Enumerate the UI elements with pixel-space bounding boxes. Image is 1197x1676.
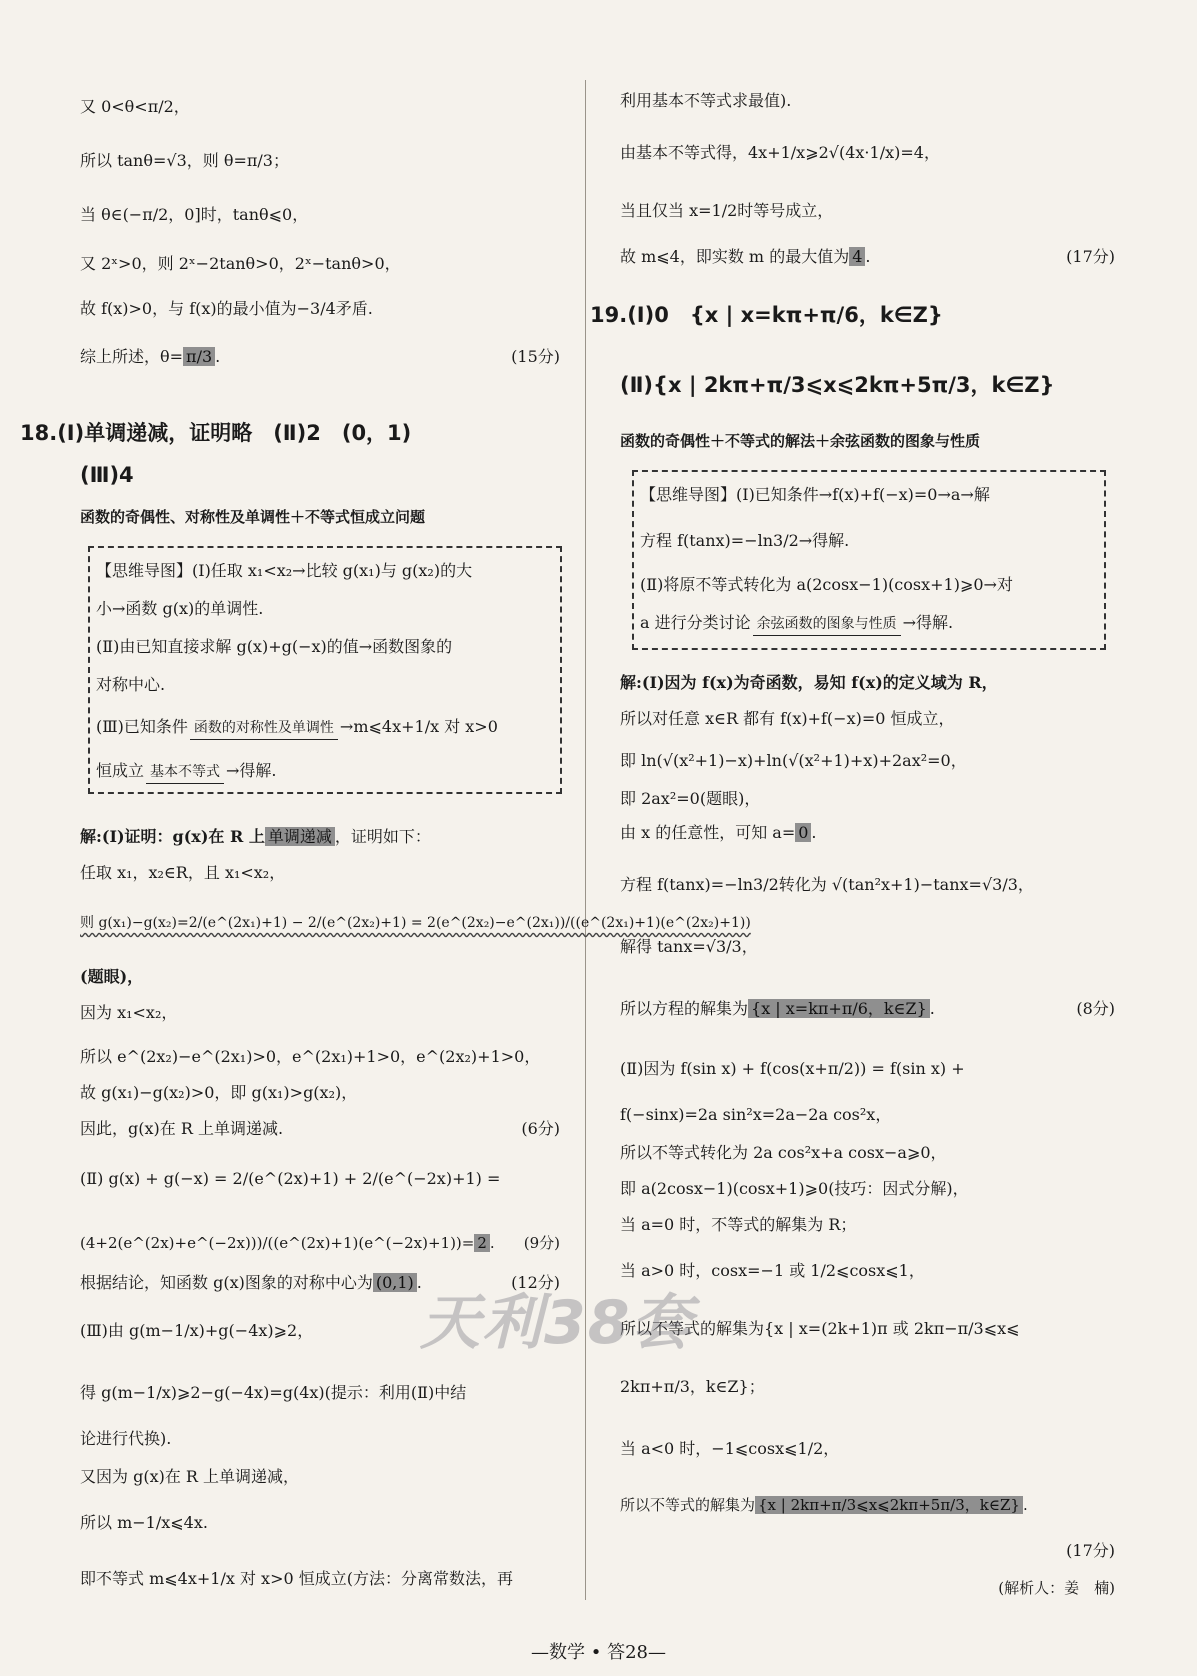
score: (12分) bbox=[511, 1273, 560, 1292]
solution-line: 因为 x₁<x₂， bbox=[80, 1003, 178, 1022]
solution-line: 所以 m−1/x⩽4x. bbox=[80, 1513, 208, 1532]
solution-line: 解:(Ⅰ)因为 f(x)为奇函数，易知 f(x)的定义域为 R， bbox=[620, 673, 998, 692]
score: (15分) bbox=[511, 347, 560, 366]
solution-line: 所以不等式的解集为{x | x=(2k+1)π 或 2kπ−π/3⩽x⩽ bbox=[620, 1319, 1020, 1338]
solution-line: 所以方程的解集为 {x | x=kπ+π/6，k∈Z} . (8分) bbox=[620, 999, 1115, 1018]
solution-line: 任取 x₁，x₂∈R，且 x₁<x₂， bbox=[80, 863, 286, 882]
solution-line: 所以对任意 x∈R 都有 f(x)+f(−x)=0 恒成立， bbox=[620, 709, 955, 728]
text-line: 故 f(x)>0，与 f(x)的最小值为−3/4矛盾. bbox=[80, 299, 373, 318]
page-footer: —数学 • 答28— bbox=[531, 1642, 666, 1663]
mind-map-line: 【思维导图】(Ⅰ)已知条件→f(x)+f(−x)=0→a→解 bbox=[640, 485, 990, 504]
solution-line: 论进行代换). bbox=[80, 1429, 172, 1448]
mind-map-line: a 进行分类讨论 余弦函数的图象与性质 →得解. bbox=[640, 612, 953, 636]
question-19-title: 19.(Ⅰ)0 {x | x=kπ+π/6，k∈Z} bbox=[590, 303, 943, 327]
column-divider bbox=[585, 80, 586, 1600]
question-18-topic: 函数的奇偶性、对称性及单调性＋不等式恒成立问题 bbox=[80, 508, 426, 526]
solution-line: 即 ln(√(x²+1)−x)+ln(√(x²+1)+x)+2ax²=0， bbox=[620, 751, 967, 770]
solution-line: 当 a>0 时，cosx=−1 或 1/2⩽cosx⩽1， bbox=[620, 1261, 925, 1280]
solution-line: (4+2(e^(2x)+e^(−2x)))/((e^(2x)+1)(e^(−2x)+1))= 2 . (9分) bbox=[80, 1234, 560, 1252]
solution-line: 得 g(m−1/x)⩾2−g(−4x)=g(4x)(提示：利用(Ⅱ)中结 bbox=[80, 1383, 467, 1402]
solution-line: 所以不等式转化为 2a cos²x+a cosx−a⩾0， bbox=[620, 1143, 947, 1162]
solution-line: 当 a<0 时，−1⩽cosx⩽1/2， bbox=[620, 1439, 840, 1458]
solution-line: (Ⅱ) g(x) + g(−x) = 2/(e^(2x)+1) + 2/(e^(−2x)+1) = bbox=[80, 1169, 501, 1188]
solution-line: 当 a=0 时，不等式的解集为 R； bbox=[620, 1215, 857, 1234]
arrow-label: 基本不等式 bbox=[146, 761, 224, 784]
answer-highlight: (0,1) bbox=[373, 1273, 417, 1292]
solution-line: 因此，g(x)在 R 上单调递减. (6分) bbox=[80, 1119, 560, 1138]
solution-line: 根据结论，知函数 g(x)图象的对称中心为 (0,1) . (12分) bbox=[80, 1273, 560, 1292]
score: (9分) bbox=[523, 1234, 560, 1252]
answer-highlight: 2 bbox=[474, 1234, 490, 1252]
question-18-title: 18.(Ⅰ)单调递减，证明略 (Ⅱ)2 (0，1) bbox=[20, 421, 412, 445]
text-line: 故 m⩽4，即实数 m 的最大值为 4 . (17分) bbox=[620, 247, 1115, 266]
mind-map-line: (Ⅱ)将原不等式转化为 a(2cosx−1)(cosx+1)⩾0→对 bbox=[640, 575, 1013, 594]
solution-line: 又因为 g(x)在 R 上单调递减， bbox=[80, 1467, 300, 1486]
solution-line: 即不等式 m⩽4x+1/x 对 x>0 恒成立(方法：分离常数法，再 bbox=[80, 1569, 513, 1588]
mind-map-line: 对称中心. bbox=[96, 675, 166, 694]
solution-line: 即 a(2cosx−1)(cosx+1)⩾0(技巧：因式分解)， bbox=[620, 1179, 969, 1198]
analyst-credit: (解析人：姜 楠) bbox=[998, 1579, 1115, 1597]
arrow-label: 函数的对称性及单调性 bbox=[190, 717, 338, 740]
text-line: 当且仅当 x=1/2时等号成立， bbox=[620, 201, 834, 220]
mind-map-box bbox=[88, 546, 562, 794]
mind-map-line: 恒成立 基本不等式 →得解. bbox=[96, 760, 277, 784]
question-19-topic: 函数的奇偶性＋不等式的解法＋余弦函数的图象与性质 bbox=[620, 432, 981, 450]
text-line: 又 2ˣ>0，则 2ˣ−2tanθ>0，2ˣ−tanθ>0， bbox=[80, 254, 401, 273]
solution-line: 2kπ+π/3，k∈Z}； bbox=[620, 1377, 765, 1396]
score: (17分) bbox=[1066, 247, 1115, 266]
mind-map-line: (Ⅲ)已知条件 函数的对称性及单调性 →m⩽4x+1/x 对 x>0 bbox=[96, 716, 498, 740]
solution-line: 由 x 的任意性，可知 a= 0 . bbox=[620, 823, 817, 842]
answer-highlight: 0 bbox=[795, 823, 811, 842]
mind-map-line: 【思维导图】(Ⅰ)任取 x₁<x₂→比较 g(x₁)与 g(x₂)的大 bbox=[96, 561, 473, 580]
text-line: 又 0<θ<π/2， bbox=[80, 97, 190, 116]
solution-line: 则 g(x₁)−g(x₂)=2/(e^(2x₁)+1) − 2/(e^(2x₂)+1) = 2(e^(2x₂)−e^(2x₁))/((e^(2x₁)+1)(e^(2x₂)+1)) bbox=[80, 915, 751, 931]
solution-line: f(−sinx)=2a sin²x=2a−2a cos²x， bbox=[620, 1105, 892, 1124]
mind-map-line: 小→函数 g(x)的单调性. bbox=[96, 599, 264, 618]
text-line: 所以 tanθ=√3，则 θ=π/3； bbox=[80, 151, 289, 170]
score: (17分) bbox=[1066, 1541, 1115, 1560]
score: (8分) bbox=[1076, 999, 1115, 1018]
arrow-label: 余弦函数的图象与性质 bbox=[753, 613, 901, 636]
solution-line: (Ⅱ)因为 f(sin x) + f(cos(x+π/2)) = f(sin x) + bbox=[620, 1059, 965, 1078]
solution-line: 解得 tanx=√3/3， bbox=[620, 937, 758, 956]
answer-highlight: 4 bbox=[849, 247, 865, 266]
question-19-title: (Ⅱ){x | 2kπ+π/3⩽x⩽2kπ+5π/3，k∈Z} bbox=[620, 373, 1055, 397]
solution-line: 方程 f(tanx)=−ln3/2转化为 √(tan²x+1)−tanx=√3/3， bbox=[620, 875, 1034, 894]
text-line: 当 θ∈(−π/2，0]时，tanθ⩽0， bbox=[80, 205, 309, 224]
answer-highlight: π/3 bbox=[183, 347, 215, 366]
mind-map-box bbox=[632, 470, 1106, 650]
solution-line: (Ⅲ)由 g(m−1/x)+g(−4x)⩾2， bbox=[80, 1321, 314, 1340]
question-18-title: (Ⅲ)4 bbox=[80, 463, 134, 487]
mind-map-line: 方程 f(tanx)=−ln3/2→得解. bbox=[640, 531, 850, 550]
answer-highlight: 单调递减 bbox=[265, 827, 335, 846]
text-line: 由基本不等式得，4x+1/x⩾2√(4x·1/x)=4， bbox=[620, 143, 940, 162]
answer-highlight: {x | 2kπ+π/3⩽x⩽2kπ+5π/3，k∈Z} bbox=[755, 1496, 1023, 1514]
text-line: 利用基本不等式求最值). bbox=[620, 91, 792, 110]
solution-line: (题眼)， bbox=[80, 967, 144, 986]
watermark-logo: 天利38套 bbox=[420, 1288, 694, 1358]
solution-line: 故 g(x₁)−g(x₂)>0，即 g(x₁)>g(x₂)， bbox=[80, 1083, 358, 1102]
solution-line: 解:(Ⅰ)证明：g(x)在 R 上 单调递减 ，证明如下： bbox=[80, 827, 431, 846]
mind-map-line: (Ⅱ)由已知直接求解 g(x)+g(−x)的值→函数图象的 bbox=[96, 637, 453, 656]
solution-line: 所以不等式的解集为 {x | 2kπ+π/3⩽x⩽2kπ+5π/3，k∈Z} . bbox=[620, 1496, 1028, 1514]
solution-line: 即 2ax²=0(题眼)， bbox=[620, 789, 761, 808]
conclusion-line: 综上所述，θ= π/3 . (15分) bbox=[80, 347, 560, 366]
score: (6分) bbox=[521, 1119, 560, 1138]
solution-line: 所以 e^(2x₂)−e^(2x₁)>0，e^(2x₁)+1>0，e^(2x₂)+1>0， bbox=[80, 1047, 541, 1066]
answer-highlight: {x | x=kπ+π/6，k∈Z} bbox=[748, 999, 930, 1018]
